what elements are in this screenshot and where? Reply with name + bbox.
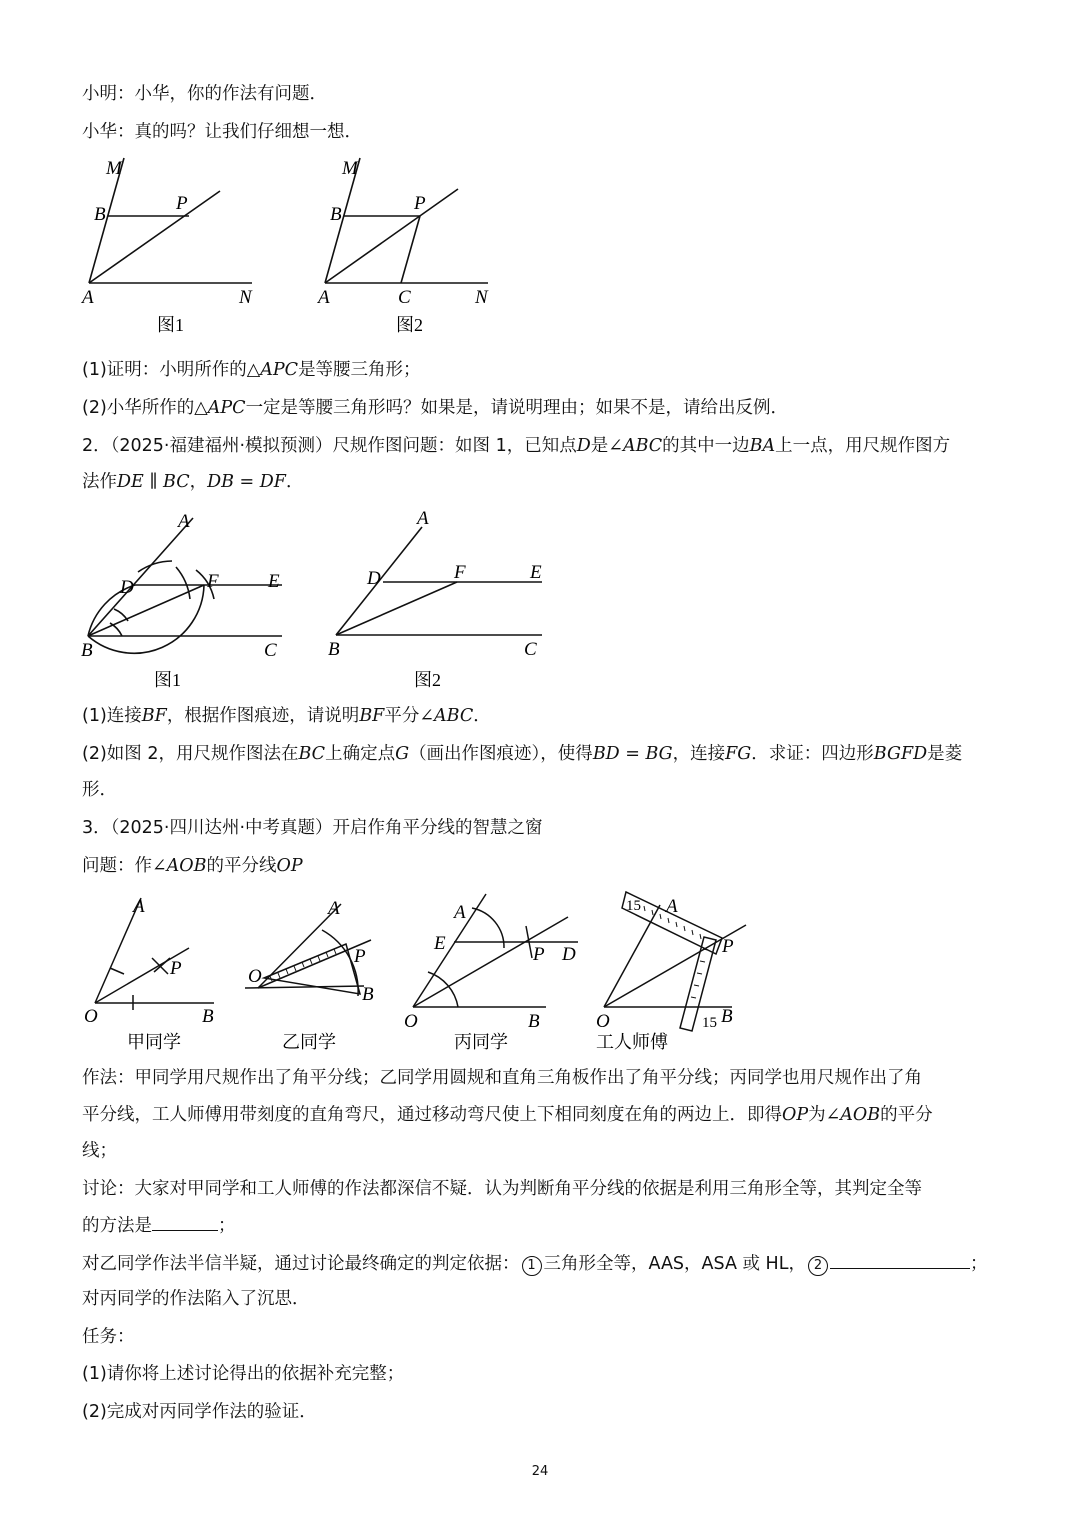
text: ，根据作图痕迹，请说明 [166, 706, 360, 726]
math: ∠ABC [419, 706, 474, 726]
math: APC [207, 398, 246, 418]
text: ． [285, 472, 304, 492]
label-D: D [120, 577, 134, 598]
q1-part-2 [82, 396, 788, 420]
ray-ba [88, 518, 193, 636]
text: （画出作图痕迹），使得 [409, 744, 593, 764]
figure-3-caption: 图1 [154, 670, 181, 690]
label-M: M [106, 158, 122, 179]
label-C: C [398, 287, 411, 308]
label-P: P [414, 193, 426, 214]
figure-1 [80, 150, 270, 340]
figure-2-caption: 图2 [396, 315, 423, 335]
label-P: P [722, 936, 734, 957]
arc-construction [114, 609, 128, 621]
ruler-tick [660, 914, 661, 919]
label-O: O [596, 1011, 610, 1032]
task-2: (2)完成对丙同学作法的验证． [82, 1402, 317, 1422]
q2-part-1 [82, 704, 491, 728]
text: 上确定点 [325, 744, 396, 764]
figure-jia-caption: 甲同学 [127, 1032, 181, 1052]
text: 为 [808, 1105, 826, 1125]
label-F: F [454, 562, 466, 583]
arc-mark [154, 958, 170, 972]
figure-3 [78, 505, 298, 695]
ruler-tick [697, 973, 702, 974]
ruler-tick [302, 962, 304, 967]
label-E: E [530, 562, 542, 583]
ruler-tick [676, 922, 677, 927]
text: 问题：作 [82, 856, 152, 876]
ray-oa [604, 905, 660, 1007]
arc-construction [110, 623, 122, 636]
label-B: B [528, 1011, 540, 1032]
label-A: A [666, 896, 678, 917]
ruler-tick [286, 969, 288, 974]
text: 是等腰三角形； [298, 360, 421, 380]
label-B: B [81, 640, 93, 661]
label-P: P [170, 958, 182, 979]
text: 2．（2025·福建福州·模拟预测）尺规作图问题：如图 1，已知点 [82, 436, 577, 456]
evidence-line [82, 1251, 987, 1276]
arc-construction [88, 585, 204, 653]
text: ； [218, 1216, 236, 1236]
label-F: F [207, 571, 219, 592]
label-B: B [362, 984, 374, 1005]
math: APC [260, 360, 299, 380]
ruler-tick [294, 966, 296, 971]
label-D: D [367, 568, 381, 589]
math: ∠ABC [608, 436, 663, 456]
label-B: B [330, 204, 342, 225]
ruler-tick [334, 949, 336, 954]
text: (2)如图 2，用尺规作图法在 [82, 744, 299, 764]
math: BA [749, 436, 776, 456]
ray-ap [325, 189, 458, 283]
label-E: E [268, 571, 280, 592]
label-A: A [133, 896, 145, 917]
q2-part-2-line-1 [82, 742, 962, 766]
figure-1-caption: 图1 [157, 315, 184, 335]
ruler-tick [694, 985, 699, 986]
label-O: O [84, 1006, 98, 1027]
ruler-tick [278, 973, 280, 978]
text: 平分线，工人师傅用带刻度的直角弯尺，通过移动弯尺使上下相同刻度在角的两边上．即得 [82, 1105, 782, 1125]
ray-ap [89, 191, 220, 283]
figure-jia [80, 890, 230, 1060]
q2-part-2-line-2: 形． [82, 780, 117, 800]
label-O: O [248, 966, 262, 987]
task-1: (1)请你将上述讨论得出的依据补充完整； [82, 1364, 405, 1384]
text: ； [969, 1254, 988, 1274]
ruler-tick [700, 934, 701, 939]
math: D [576, 436, 591, 456]
text: ， [189, 472, 208, 492]
method-line-3: 线； [82, 1141, 117, 1161]
label-N: N [239, 287, 252, 308]
label-B: B [202, 1006, 214, 1027]
label-A: A [318, 287, 330, 308]
q2-stem-line-1 [82, 434, 950, 458]
text: 的平分 [880, 1105, 933, 1125]
label-B: B [328, 639, 340, 660]
circled-number-1: 1 [522, 1256, 542, 1276]
text: 上一点，用尺规作图方 [775, 436, 951, 456]
text: 平分 [384, 706, 420, 726]
text: 的其中一边 [662, 436, 750, 456]
label-P: P [354, 946, 366, 967]
page-number: 24 [531, 1464, 549, 1479]
text: 的平分线 [206, 856, 277, 876]
discussion-line-2 [82, 1213, 236, 1238]
text: (1)证明：小明所作的△ [82, 360, 261, 380]
label-P: P [533, 944, 545, 965]
dialog-line-2: 小华：真的吗？让我们仔细想一想． [82, 122, 362, 142]
segment-pc [401, 216, 420, 283]
math: DE ∥ BC [117, 472, 190, 492]
figure-4 [326, 505, 556, 695]
arc-mark [110, 968, 124, 974]
ruler-number: 15 [702, 1015, 717, 1031]
math: BF [141, 706, 167, 726]
label-C: C [524, 639, 537, 660]
math: DB = DF [207, 472, 286, 492]
ruler-tick [326, 952, 328, 957]
math: OP [782, 1105, 809, 1125]
answer-blank-1[interactable] [152, 1213, 218, 1231]
ruler-tick [700, 961, 705, 962]
q3-problem [82, 854, 303, 878]
math: FG [725, 744, 752, 764]
ruler-tick [644, 906, 645, 911]
text: ． [473, 706, 491, 726]
math: BC [298, 744, 326, 764]
ruler-tick [318, 956, 320, 961]
text: (1)连接 [82, 706, 142, 726]
label-C: C [264, 640, 277, 661]
label-A: A [454, 902, 466, 923]
figure-2 [316, 150, 506, 340]
ruler-number: 15 [626, 898, 641, 914]
text: 对乙同学作法半信半疑，通过讨论最终确定的判定依据： [82, 1254, 520, 1274]
dialog-line-1: 小明：小华，你的作法有问题． [82, 84, 327, 104]
label-B: B [94, 204, 106, 225]
text: 法作 [82, 472, 117, 492]
figure-bing-caption: 丙同学 [454, 1032, 508, 1052]
label-B: B [721, 1006, 733, 1027]
figure-yi [240, 890, 390, 1060]
ruler-tick [668, 918, 669, 923]
label-E: E [434, 933, 446, 954]
figure-yi-caption: 乙同学 [282, 1032, 336, 1052]
label-N: N [475, 287, 488, 308]
text: 是 [590, 436, 609, 456]
q1-part-1 [82, 358, 421, 382]
math: BGFD [873, 744, 928, 764]
label-O: O [404, 1011, 418, 1032]
answer-blank-2[interactable] [830, 1251, 970, 1269]
math: OP [276, 856, 303, 876]
ruler-tick [652, 910, 653, 915]
method-line-1: 作法：甲同学用尺规作出了角平分线；乙同学用圆规和直角三角板作出了角平分线；丙同学也用尺规作出了角 [82, 1068, 922, 1088]
method-line-2 [82, 1103, 933, 1127]
label-A: A [328, 898, 340, 919]
arc-construction [138, 561, 172, 572]
ruler-tick [692, 930, 693, 935]
text: ，连接 [672, 744, 726, 764]
figure-4-caption: 图2 [414, 670, 441, 690]
math: BD = BG [592, 744, 673, 764]
label-D: D [562, 944, 576, 965]
ray-oa [413, 894, 486, 1007]
q3-stem: 3．（2025·四川达州·中考真题）开启作角平分线的智慧之窗 [82, 818, 543, 838]
segment-bf [336, 582, 457, 635]
text: 一定是等腰三角形吗？如果是，请说明理由；如果不是，请给出反例． [245, 398, 789, 418]
label-A: A [417, 508, 429, 529]
ruler-tick [691, 997, 696, 998]
q2-stem-line-2 [82, 470, 303, 494]
math: ∠AOB [152, 856, 207, 876]
ruler-tick [310, 959, 312, 964]
evidence-line-2: 对丙同学的作法陷入了沉思． [82, 1289, 310, 1309]
label-P: P [176, 193, 188, 214]
figure-bing [402, 890, 592, 1060]
text: (2)小华所作的△ [82, 398, 208, 418]
label-A: A [82, 287, 94, 308]
text: 是菱 [927, 744, 963, 764]
math: ∠AOB [825, 1105, 881, 1125]
math: BF [359, 706, 385, 726]
circled-number-2: 2 [808, 1256, 828, 1276]
text: 的方法是 [82, 1216, 152, 1236]
task-heading: 任务： [82, 1327, 135, 1347]
ray-op [413, 917, 568, 1007]
figure-worker-caption: 工人师傅 [596, 1032, 668, 1052]
discussion-line-1: 讨论：大家对甲同学和工人师傅的作法都深信不疑．认为判断角平分线的依据是利用三角形全等，其判定全等 [82, 1179, 922, 1199]
text: 三角形全等，AAS，ASA 或 HL， [543, 1254, 806, 1274]
figure-worker [592, 890, 762, 1060]
text: ．求证：四边形 [751, 744, 874, 764]
math: G [395, 744, 410, 764]
label-A: A [178, 511, 190, 532]
label-M: M [342, 158, 358, 179]
ruler-tick [684, 926, 685, 931]
